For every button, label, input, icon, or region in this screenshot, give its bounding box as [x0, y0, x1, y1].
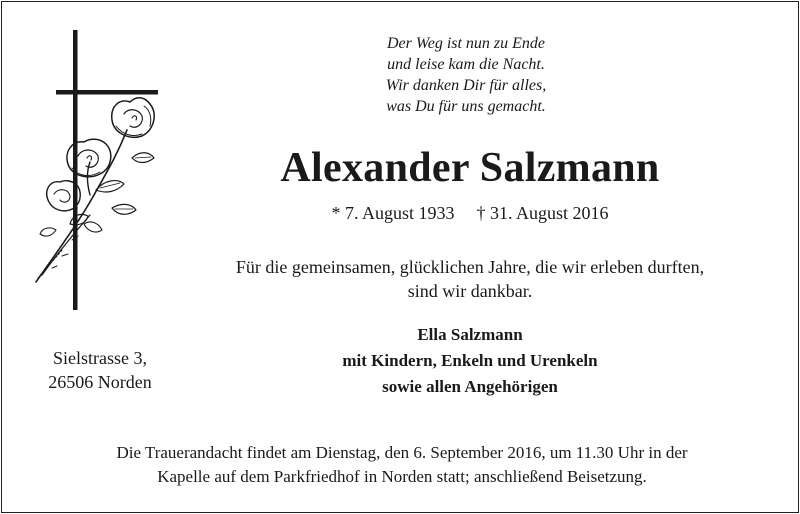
poem-line: Wir danken Dir für alles, [385, 77, 547, 94]
poem [302, 33, 630, 117]
obituary-card [1, 1, 799, 513]
birth-date: * 7. August 1933 [331, 203, 455, 223]
thanks-text [172, 255, 768, 303]
mourner-line: sowie allen Angehörigen [382, 377, 558, 396]
life-dates [252, 202, 688, 224]
mourner-line: Ella Salzmann [417, 325, 523, 344]
death-date: † 31. August 2016 [476, 203, 609, 223]
poem-line: Der Weg ist nun zu Ende [386, 35, 546, 52]
address [22, 346, 178, 394]
thanks-line: Für die gemeinsamen, glücklichen Jahre, die wir erleben durften, [235, 257, 705, 277]
mourners [252, 322, 688, 400]
funeral-notice [22, 441, 782, 489]
notice-line: Kapelle auf dem Parkfriedhof in Norden statt; anschließend Beisetzung. [157, 467, 647, 486]
cross-with-roses-icon [32, 30, 172, 314]
mourner-line: mit Kindern, Enkeln und Urenkeln [342, 351, 598, 370]
notice-line: Die Trauerandacht findet am Dienstag, den 6. September 2016, um 11.30 Uhr in der [116, 443, 688, 462]
address-city: 26506 Norden [48, 372, 152, 392]
poem-line: was Du für uns gemacht. [386, 98, 546, 115]
address-street: Sielstrasse 3, [53, 348, 147, 368]
poem-line: und leise kam die Nacht. [387, 56, 545, 73]
thanks-line: sind wir dankbar. [407, 281, 533, 301]
deceased-name: Alexander Salzmann [280, 145, 660, 191]
